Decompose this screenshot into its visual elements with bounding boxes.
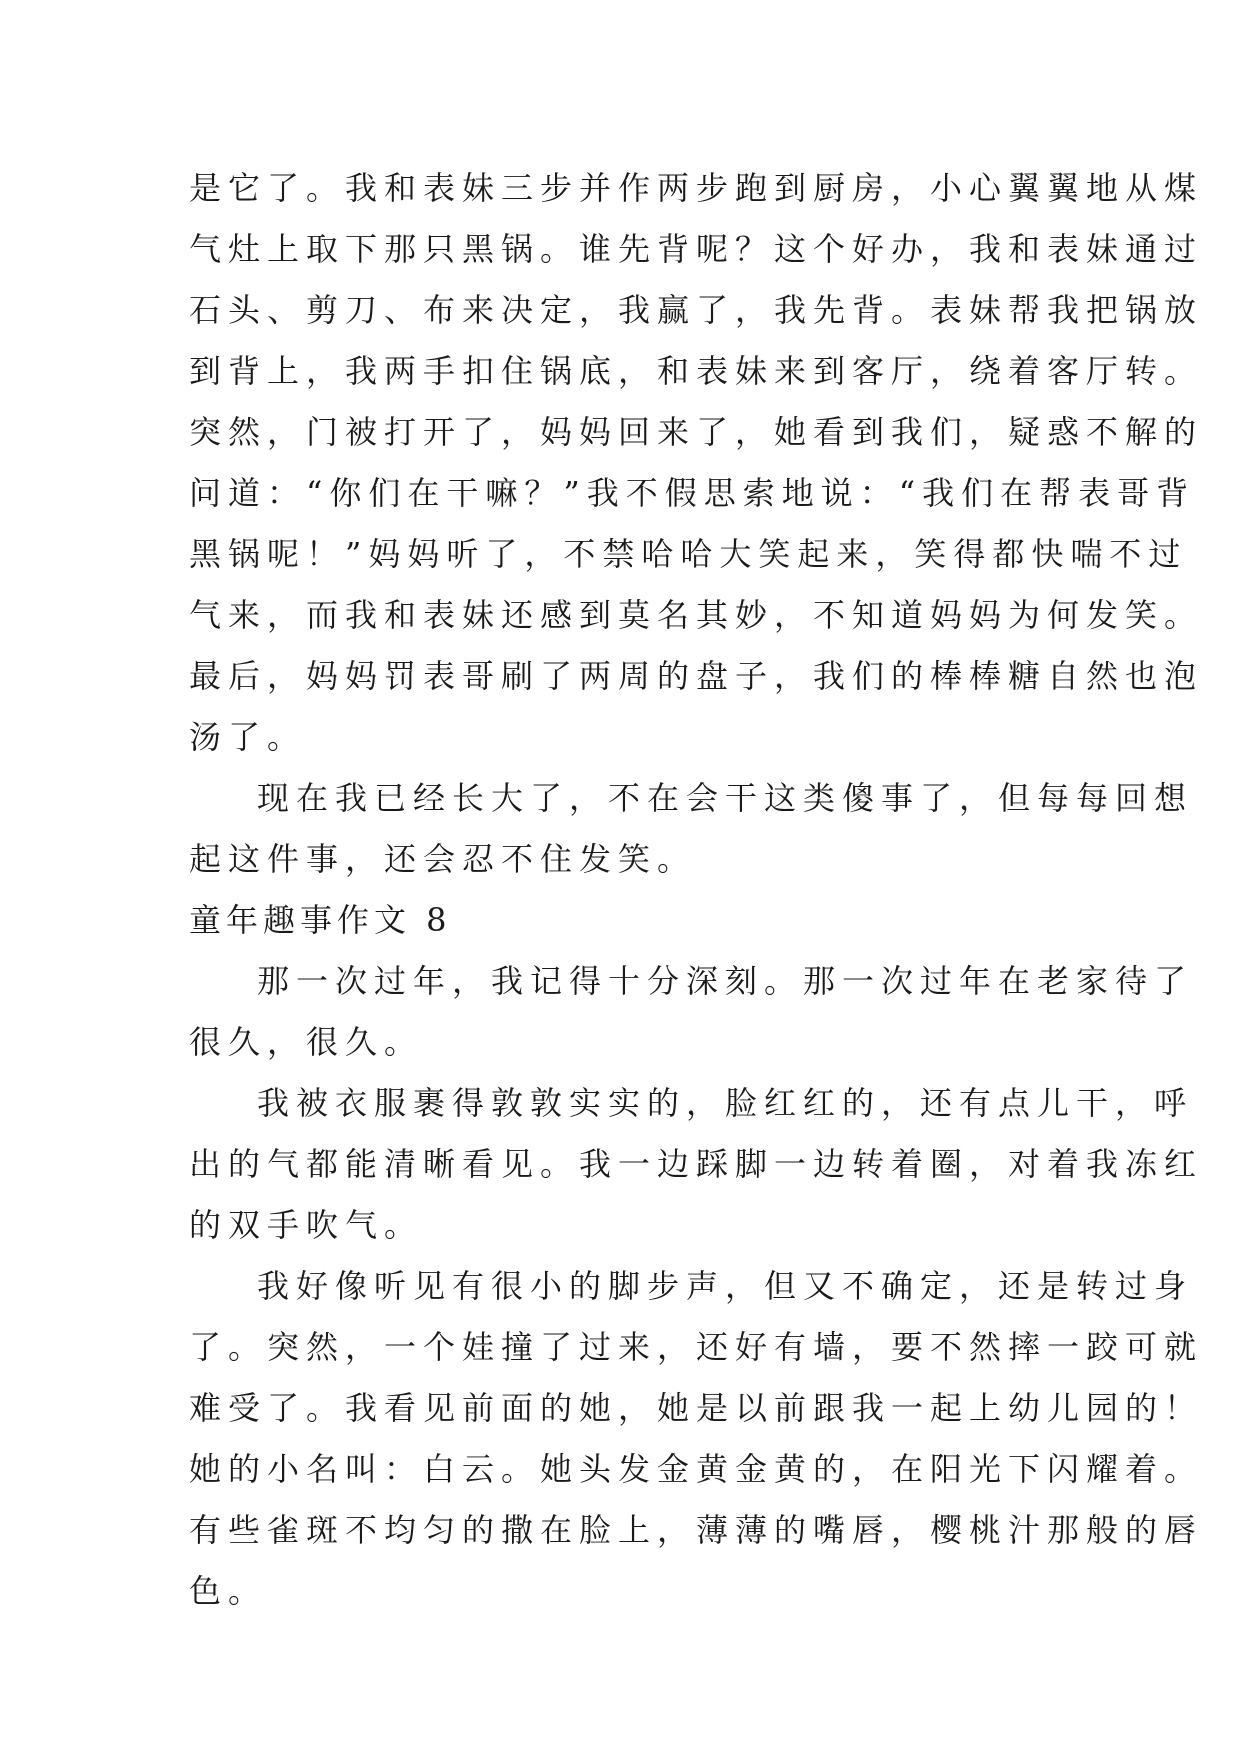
- text-line: 突然，门被打开了，妈妈回来了，她看到我们，疑惑不解的: [189, 413, 1204, 451]
- text-line: 汤了。: [189, 718, 307, 756]
- text-line: 色。: [189, 1572, 268, 1610]
- text-line: 难受了。我看见前面的她，她是以前跟我一起上幼儿园的！: [189, 1389, 1204, 1427]
- text-line: 最后，妈妈罚表哥刷了两周的盘子，我们的棒棒糖自然也泡: [189, 657, 1204, 695]
- text-line: 了。突然，一个娃撞了过来，还好有墙，要不然摔一跤可就: [189, 1328, 1204, 1366]
- text-line: 石头、剪刀、布来决定，我赢了，我先背。表妹帮我把锅放: [189, 291, 1204, 329]
- paragraph-first-line: 现在我已经长大了，不在会干这类傻事了，但每每回想: [257, 779, 1194, 817]
- text-line: 出的气都能清晰看见。我一边踩脚一边转着圈，对着我冻红: [189, 1145, 1204, 1183]
- text-line: 到背上，我两手扣住锅底，和表妹来到客厅，绕着客厅转。: [189, 352, 1204, 390]
- section-heading: 童年趣事作文 8: [189, 901, 452, 939]
- text-line: 黑锅呢！”妈妈听了，不禁哈哈大笑起来，笑得都快喘不过: [189, 535, 1188, 573]
- text-line: 很久，很久。: [189, 1023, 424, 1061]
- paragraph-first-line: 我好像听见有很小的脚步声，但又不确定，还是转过身: [257, 1267, 1194, 1305]
- text-line: 起这件事，还会忍不住发笑。: [189, 840, 697, 878]
- text-line: 气灶上取下那只黑锅。谁先背呢？这个好办，我和表妹通过: [189, 230, 1204, 268]
- text-line: 她的小名叫：白云。她头发金黄金黄的，在阳光下闪耀着。: [189, 1450, 1204, 1488]
- paragraph-first-line: 那一次过年，我记得十分深刻。那一次过年在老家待了: [257, 962, 1194, 1000]
- text-line: 是它了。我和表妹三步并作两步跑到厨房，小心翼翼地从煤: [189, 169, 1204, 207]
- document-body: [189, 158, 1204, 1622]
- paragraph-first-line: 我被衣服裹得敦敦实实的，脸红红的，还有点儿干，呼: [257, 1084, 1194, 1122]
- text-line: 的双手吹气。: [189, 1206, 424, 1244]
- text-line: 问道：“你们在干嘛？”我不假思索地说：“我们在帮表哥背: [189, 474, 1196, 512]
- text-line: 有些雀斑不均匀的撒在脸上，薄薄的嘴唇，樱桃汁那般的唇: [189, 1511, 1204, 1549]
- text-line: 气来，而我和表妹还感到莫名其妙，不知道妈妈为何发笑。: [189, 596, 1204, 634]
